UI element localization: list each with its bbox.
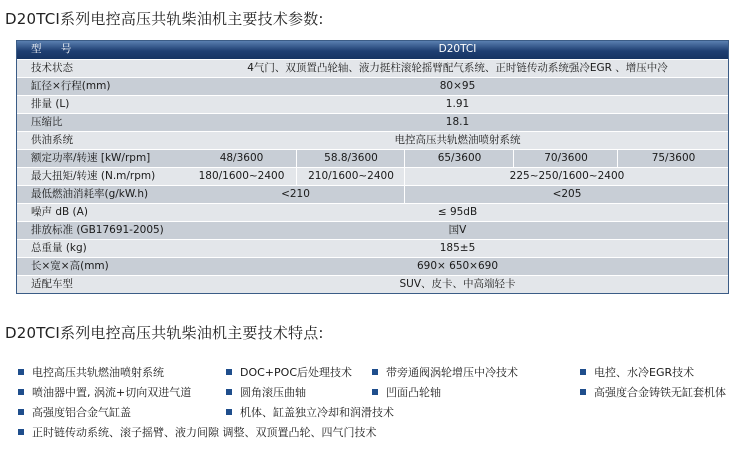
spec-row-tech-status [17,59,728,77]
spec-row-fuel-system [17,131,728,149]
spec-value: ≤ 95dB [437,206,478,218]
spec-value: 690× 650×690 [416,260,499,272]
feature-item: 电控、水冷EGR技术 [580,364,694,380]
spec-row-noise [17,203,728,221]
feature-item: 带旁通阀涡轮增压中冷技术 [372,364,518,380]
features-title: D20TCI系列电控高压共轨柴油机主要技术特点: [5,324,324,342]
spec-value: 4气门、双顶置凸轮轴、液力挺柱滚轮摇臂配气系统、正时链传动系统强冷EGR 、增压中冷 [247,62,668,74]
spec-label: 压缩比 [31,116,63,128]
spec-label: 最低燃油消耗率(g/kW.h) [31,188,149,200]
feature-item: 喷油器中置, 涡流+切向双进气道 [18,384,191,400]
spec-label: 最大扭矩/转速 (N.m/rpm) [31,170,156,182]
spec-row-displacement [17,95,728,113]
bullet-icon [226,369,232,375]
spec-row-power [17,149,728,167]
spec-value: SUV、皮卡、中高端轻卡 [399,278,516,290]
spec-value: 1.91 [445,98,470,110]
spec-label: 长×宽×高(mm) [31,260,109,272]
spec-value: 电控高压共轨燃油喷射系统 [394,134,521,146]
spec-label: 技术状态 [31,62,73,74]
spec-value: 80×95 [439,80,476,92]
feature-item: DOC+POC后处理技术 [226,364,352,380]
spec-row-fuel-consumption [17,185,728,203]
power-cell: 75/3600 [617,150,729,167]
bullet-icon [372,389,378,395]
torque-cell: 180/1600~2400 [198,170,285,182]
spec-row-vehicles [17,275,728,293]
specs-title: D20TCI系列电控高压共轨柴油机主要技术参数: [5,10,324,28]
feature-item: 电控高压共轨燃油喷射系统 [18,364,164,380]
power-cell: 58.8/3600 [296,150,405,167]
spec-value: D20TCI [438,43,477,55]
feature-item: 机体、缸盖独立冷却和润滑技术 [226,404,394,420]
power-cell: 48/3600 [219,152,264,164]
spec-label: 供油系统 [31,134,73,146]
spec-label: 适配车型 [31,278,73,290]
spec-label: 额定功率/转速 [kW/rpm] [31,152,151,164]
spec-label: 排量 (L) [31,98,70,110]
bullet-icon [580,389,586,395]
bullet-icon [580,369,586,375]
spec-label: 缸径×行程(mm) [31,80,111,92]
fuel-consumption-cell: <210 [281,188,310,200]
spec-value: 18.1 [445,116,470,128]
bullet-icon [226,389,232,395]
spec-row-emission [17,221,728,239]
spec-row-torque [17,167,728,185]
feature-item: 高强度合金铸铁无缸套机体 [580,384,726,400]
spec-table [16,40,729,294]
spec-label: 总重量 (kg) [31,242,87,254]
spec-row-model [17,41,728,59]
bullet-icon [372,369,378,375]
bullet-icon [18,429,24,435]
spec-row-weight [17,239,728,257]
power-cell: 70/3600 [513,150,618,167]
bullet-icon [226,409,232,415]
spec-row-bore-stroke [17,77,728,95]
torque-cell: 210/1600~2400 [296,168,405,185]
spec-value: 国Ⅴ [448,224,467,236]
spec-row-dimensions [17,257,728,275]
bullet-icon [18,369,24,375]
feature-item: 高强度铝合金气缸盖 [18,404,131,420]
feature-item: 凹面凸轮轴 [372,384,441,400]
fuel-consumption-cell: <205 [404,186,729,203]
spec-label: 噪声 dB (A) [31,206,88,218]
spec-value: 185±5 [439,242,476,254]
power-cell: 65/3600 [404,150,514,167]
feature-item: 圆角滚压曲轴 [226,384,306,400]
torque-cell: 225~250/1600~2400 [404,168,729,185]
spec-label: 排放标准 (GB17691-2005) [31,224,164,236]
spec-row-compression [17,113,728,131]
spec-label: 型 号 [31,43,80,55]
bullet-icon [18,389,24,395]
bullet-icon [18,409,24,415]
feature-item: 正时链传动系统、滚子摇臂、液力间隙 调整、双顶置凸轮、四气门技术 [18,424,377,440]
